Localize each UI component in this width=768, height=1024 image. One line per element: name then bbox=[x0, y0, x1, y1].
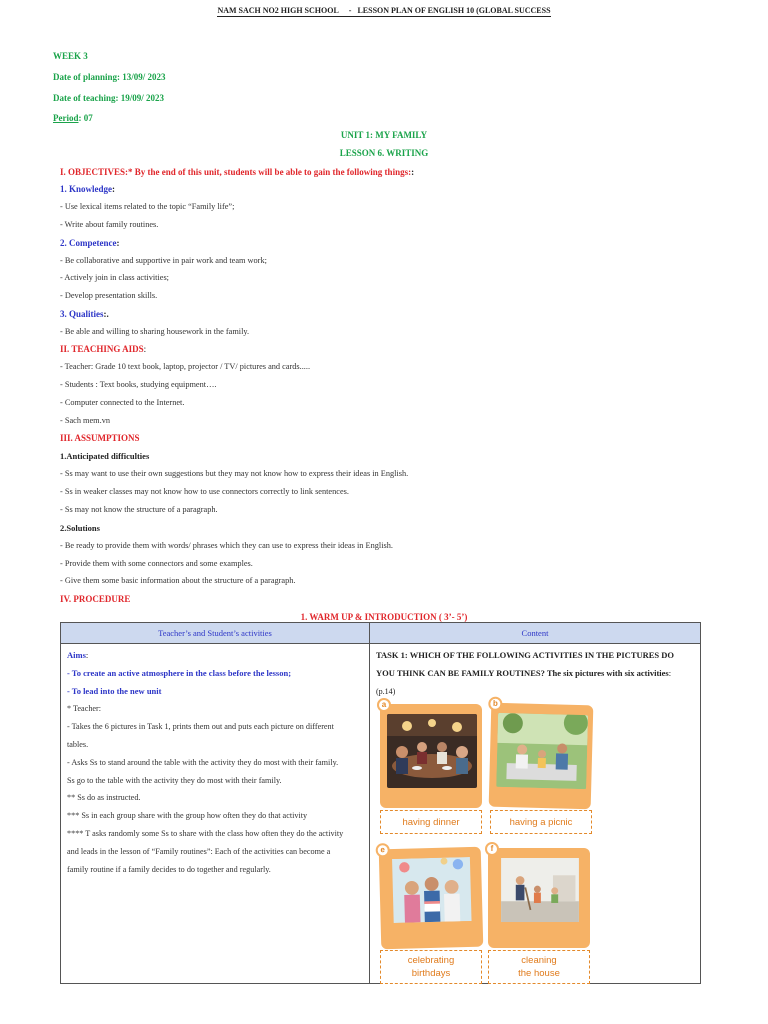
solution-item: - Provide them with some connectors and some examples. bbox=[60, 559, 253, 568]
step-line: ** Ss do as instructed. bbox=[67, 793, 141, 803]
card-label-cleaning-the-house bbox=[488, 950, 590, 984]
card-letter-badge: e bbox=[376, 843, 390, 857]
task-line: YOU THINK CAN BE FAMILY ROUTINES? The six pictures with six activities: bbox=[376, 667, 672, 678]
aims-heading: Aims: bbox=[67, 650, 89, 660]
period-value: : 07 bbox=[78, 113, 93, 123]
card-letter-badge: f bbox=[485, 842, 499, 856]
solution-item: - Be ready to provide them with words/ phrases which they can use to express their ideas in English. bbox=[60, 541, 393, 550]
picture-card-cleaning-the-house bbox=[488, 844, 590, 948]
teaching-aids-heading: II. TEACHING AIDS: bbox=[60, 344, 147, 354]
step-line: - Takes the 6 pictures in Task 1, prints them out and puts each picture on different bbox=[67, 722, 334, 732]
step-line: **** T asks randomly some Ss to share with the class how often they do the activity bbox=[67, 828, 344, 838]
content-cell bbox=[376, 647, 698, 700]
task-line: TASK 1: WHICH OF THE FOLLOWING ACTIVITIES IN THE PICTURES DO bbox=[376, 650, 675, 660]
competence-item: - Actively join in class activities; bbox=[60, 273, 169, 282]
unit-title: UNIT 1: MY FAMILY bbox=[340, 130, 428, 140]
aids-item: - Teacher: Grade 10 text book, laptop, projector / TV/ pictures and cards..... bbox=[60, 362, 311, 371]
step-line: tables. bbox=[67, 739, 89, 749]
knowledge-item: - Use lexical items related to the topic “Family life”; bbox=[60, 202, 235, 211]
difficulty-item: - Ss may want to use their own suggestions but they may not know how to express their ideas in English. bbox=[60, 469, 409, 478]
card-letter-badge: a bbox=[377, 698, 391, 712]
objectives-line: I. OBJECTIVES:* By the end of this unit, students will be able to gain the following things:: bbox=[60, 167, 415, 177]
competence-heading: 2. Competence: bbox=[60, 238, 120, 248]
card-letter-badge: b bbox=[488, 697, 502, 711]
knowledge-item: - Write about family routines. bbox=[60, 220, 159, 229]
solution-item: - Give them some basic information about the structure of a paragraph. bbox=[60, 576, 296, 585]
period-label: Period bbox=[53, 113, 79, 123]
picnic-photo bbox=[496, 713, 588, 789]
cleaning-photo bbox=[495, 858, 585, 922]
step-line: - Asks Ss to stand around the table with the activity they do most with their family. bbox=[67, 757, 339, 767]
difficulties-heading: 1.Anticipated difficulties bbox=[60, 451, 150, 461]
header-separator: - bbox=[348, 6, 352, 15]
lesson-plan-title: LESSON PLAN OF ENGLISH 10 (GLOBAL SUCCESS bbox=[357, 6, 551, 15]
column-header-activities: Teacher’s and Student’s activities bbox=[158, 628, 272, 638]
step-line: * Teacher: bbox=[67, 704, 102, 714]
competence-item: - Develop presentation skills. bbox=[60, 291, 158, 300]
stage-title: 1. WARM UP & INTRODUCTION ( 3’- 5’) bbox=[300, 612, 468, 622]
lesson-title: LESSON 6. WRITING bbox=[339, 148, 429, 158]
document-header bbox=[0, 6, 768, 15]
objectives-heading: I. OBJECTIVES: bbox=[60, 167, 129, 177]
competence-item: - Be collaborative and supportive in pair work and team work; bbox=[60, 256, 267, 265]
activities-cell bbox=[67, 647, 363, 878]
date-of-teaching: Date of teaching: 19/09/ 2023 bbox=[53, 93, 164, 103]
aim-item: - To create an active atmosphere in the class before the lesson; bbox=[67, 667, 292, 678]
step-line: *** Ss in each group share with the group how often they do that activity bbox=[67, 811, 308, 821]
solutions-heading: 2.Solutions bbox=[60, 523, 100, 533]
card-label-line: celebrating bbox=[407, 955, 455, 966]
card-label-celebrating-birthdays bbox=[380, 950, 482, 984]
aids-item: - Sach mem.vn bbox=[60, 416, 111, 425]
birthday-photo bbox=[386, 857, 478, 923]
picture-card-celebrating-birthdays bbox=[379, 847, 484, 950]
step-line: family routine if a family decides to do together and regularly. bbox=[67, 864, 271, 874]
aids-item: - Students : Text books, studying equipment…. bbox=[60, 380, 217, 389]
knowledge-heading: 1. Knowledge: bbox=[60, 184, 116, 194]
card-label-line: cleaning bbox=[521, 955, 557, 966]
date-of-planning: Date of planning: 13/09/ 2023 bbox=[53, 72, 166, 82]
dinner-photo bbox=[387, 714, 477, 788]
difficulty-item: - Ss may not know the structure of a paragraph. bbox=[60, 505, 218, 514]
qualities-heading: 3. Qualities:. bbox=[60, 309, 109, 319]
aim-item: - To lead into the new unit bbox=[67, 685, 162, 696]
objectives-intro: * By the end of this unit, students will be able to gain the following things: bbox=[128, 167, 412, 177]
week-label: WEEK 3 bbox=[53, 51, 88, 61]
picture-card-having-a-picnic bbox=[489, 698, 594, 810]
card-label-having-a-picnic: having a picnic bbox=[490, 810, 592, 834]
qualities-item: - Be able and willing to sharing housework in the family. bbox=[60, 327, 250, 336]
assumptions-heading: III. ASSUMPTIONS bbox=[60, 433, 140, 443]
step-line: Ss go to the table with the activity they do most with their family. bbox=[67, 775, 282, 785]
picture-card-having-dinner bbox=[380, 700, 482, 808]
school-name: NAM SACH NO2 HIGH SCHOOL bbox=[217, 6, 339, 15]
card-label-having-dinner: having dinner bbox=[380, 810, 482, 834]
step-line: and leads in the lesson of “Family routines”: Each of the activities can become a bbox=[67, 846, 331, 856]
aids-item: - Computer connected to the Internet. bbox=[60, 398, 185, 407]
difficulty-item: - Ss in weaker classes may not know how to use connectors correctly to link sentences. bbox=[60, 487, 349, 496]
procedure-heading: IV. PROCEDURE bbox=[60, 594, 131, 604]
page-reference: (p.14) bbox=[376, 686, 396, 696]
column-header-content: Content bbox=[521, 628, 549, 638]
period-line bbox=[53, 113, 93, 123]
card-label-line: birthdays bbox=[411, 968, 451, 979]
card-label-line: the house bbox=[518, 968, 560, 979]
column-divider bbox=[369, 623, 370, 983]
